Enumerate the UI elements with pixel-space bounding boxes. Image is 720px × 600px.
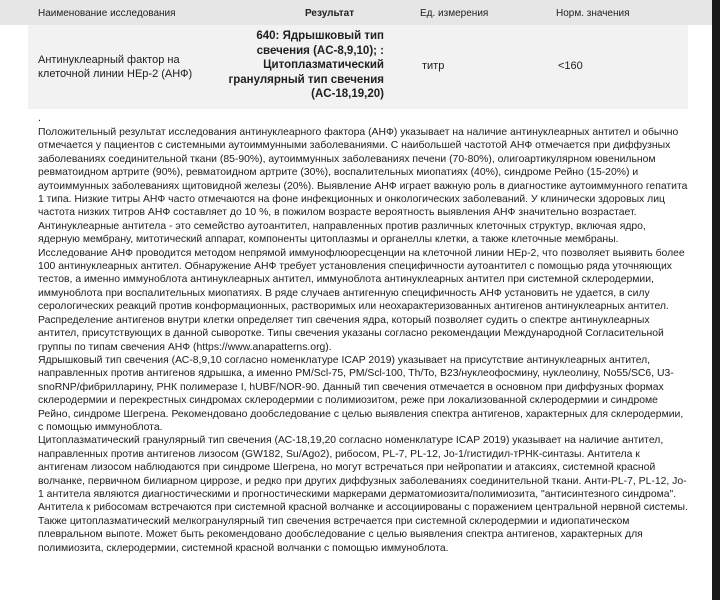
test-norm: <160	[558, 60, 583, 72]
table-row	[28, 25, 688, 109]
test-name: Антинуклеарный фактор на клеточной линии HEp-2 (АНФ)	[38, 54, 193, 80]
paragraph-nucleolar: Ядрышковый тип свечения (АС-8,9,10 согласно номенклатуре ICAP 2019) указывает на присутствие антинуклеарных антител, направленных против антигенов ядрышка, а именно PM/Scl-75, PM/Scl-100, Th/To, B23/нуклеофосмину, нуклеолину, No55/SC6, U3-snoRNP/фибрилларину, РНК полимеразе I, hUBF/NOR-90. Данный тип свечения отмечается в основном при диффузных формах склеродермии и перекрестных синдромах склеродермии с полимиозитом, реже при локализованной склеродермии и синдроме Рейно, синдроме Шегрена. Рекомендовано дообследование с целью выявления спектра антигенов, характерных для склеродермии, с помощью иммуноблота.	[38, 354, 684, 433]
header-result: Результат	[305, 8, 355, 19]
test-unit: титр	[422, 60, 445, 72]
test-result: 640: Ядрышковый тип свечения (AC-8,9,10); : Цитоплазматический гранулярный тип свечения (AC-18,19,20)	[228, 30, 384, 100]
interpretation-text	[38, 126, 688, 555]
header-norm: Норм. значения	[556, 8, 630, 19]
header-unit: Ед. измерения	[420, 8, 489, 19]
scrollbar[interactable]	[712, 0, 720, 600]
table-header	[0, 0, 712, 25]
paragraph-overview: Положительный результат исследования антинуклеарного фактора (АНФ) указывает на наличие антинуклеарных антител и обычно отмечается у пациентов с системными аутоиммунными заболеваниями. С наибольшей частотой АНФ отмечается при диффузных заболеваниях соединительной ткани (85-90%), аутоиммунных заболеваниях печени (70-80%), олигоартикулярном ювенильном ревматоидном артрите (90%), ревматоидном артрите (30%), воспалительных миопатиях (40%), синдроме Рейно (15-20%) и аутоиммунных заболеваниях щитовидной железы (20%). Выявление АНФ играет важную роль в диагностике аутоиммунного гепатита 1 типа. Низкие титры АНФ часто отмечаются на фоне инфекционных и онкологических заболеваний. У клинически здоровых лиц частота низких титров АНФ составляет до 10 %, в пожилом возрасте вероятность выявления АНФ значительно возрастает.	[38, 127, 688, 219]
paragraph-cytoplasmic: Цитоплазматический гранулярный тип свечения (АС-18,19,20 согласно номенклатуре ICAP 2019) указывает на наличие антител, направленных против антигенов лизосом (GW182, Su/Ago2), рибосом, PL-7, PL-12, Jo-1/гистидил-тРНК-синтазы. Антитела к антигенам лизосом наблюдаются при синдроме Шегрена, но могут встречаться при нейропатии и атаксиях, системной красной волчанке, первичном билиарном циррозе, и редко при других диффузных заболеваниях соединительной ткани. Анти-PL-7, PL-12, Jo-1 антитела являются диагностическими и прогностическими маркерами дерматомиозита/полимиозита, "антисинтезного синдрома". Антитела к рибосомам встречаются при системной красной волчанке и ассоциированы с поражением центральной нервной системы. Также цитоплазматический мелкогранулярный тип свечения встречается при системной склеродермии и идиопатическом плевральном выпоте. Может быть рекомендовано дообследование с целью выявления спектра антигенов, характерных для полимиозита, склеродермии, системной красной волчанки с помощью иммуноблота.	[38, 435, 688, 554]
paragraph-antibodies: Антинуклеарные антитела - это семейство аутоантител, направленных против различных клеточных структур, включая ядро, ядерную мембрану, митотический аппарат, компоненты цитоплазмы и органеллы клетки, а также клеточные мембраны. Исследование АНФ проводится методом непрямой иммунофлюоресценции на клеточной линии HEp-2, что позволяет выявить более 100 антинуклеарных антител. Обнаружение АНФ требует установления специфичности аутоантител с помощью ряда уточняющих тестов, а именно иммуноблота антинуклеарных антител, иммуноблота антинуклеарных антител при системной склеродермии, иммуноблота при воспалительных миопатиях. В ряде случаев антигенную специфичность АНФ установить не удается, в силу серологических реакций против конформационных, растворимых или неохарактеризованных антигенов антинуклеарных антител. Распределение антигенов внутри клетки определяет тип свечения ядра, который позволяет судить о спектре антинуклеарных антител, присутствующих в данной сыворотке. Типы свечения указаны согласно рекомендации Международной Согласительной группы по типам свечения АНФ (https://www.anapatterns.org).	[38, 220, 685, 353]
header-test-name: Наименование исследования	[38, 8, 176, 19]
comment-marker: .	[38, 112, 42, 124]
